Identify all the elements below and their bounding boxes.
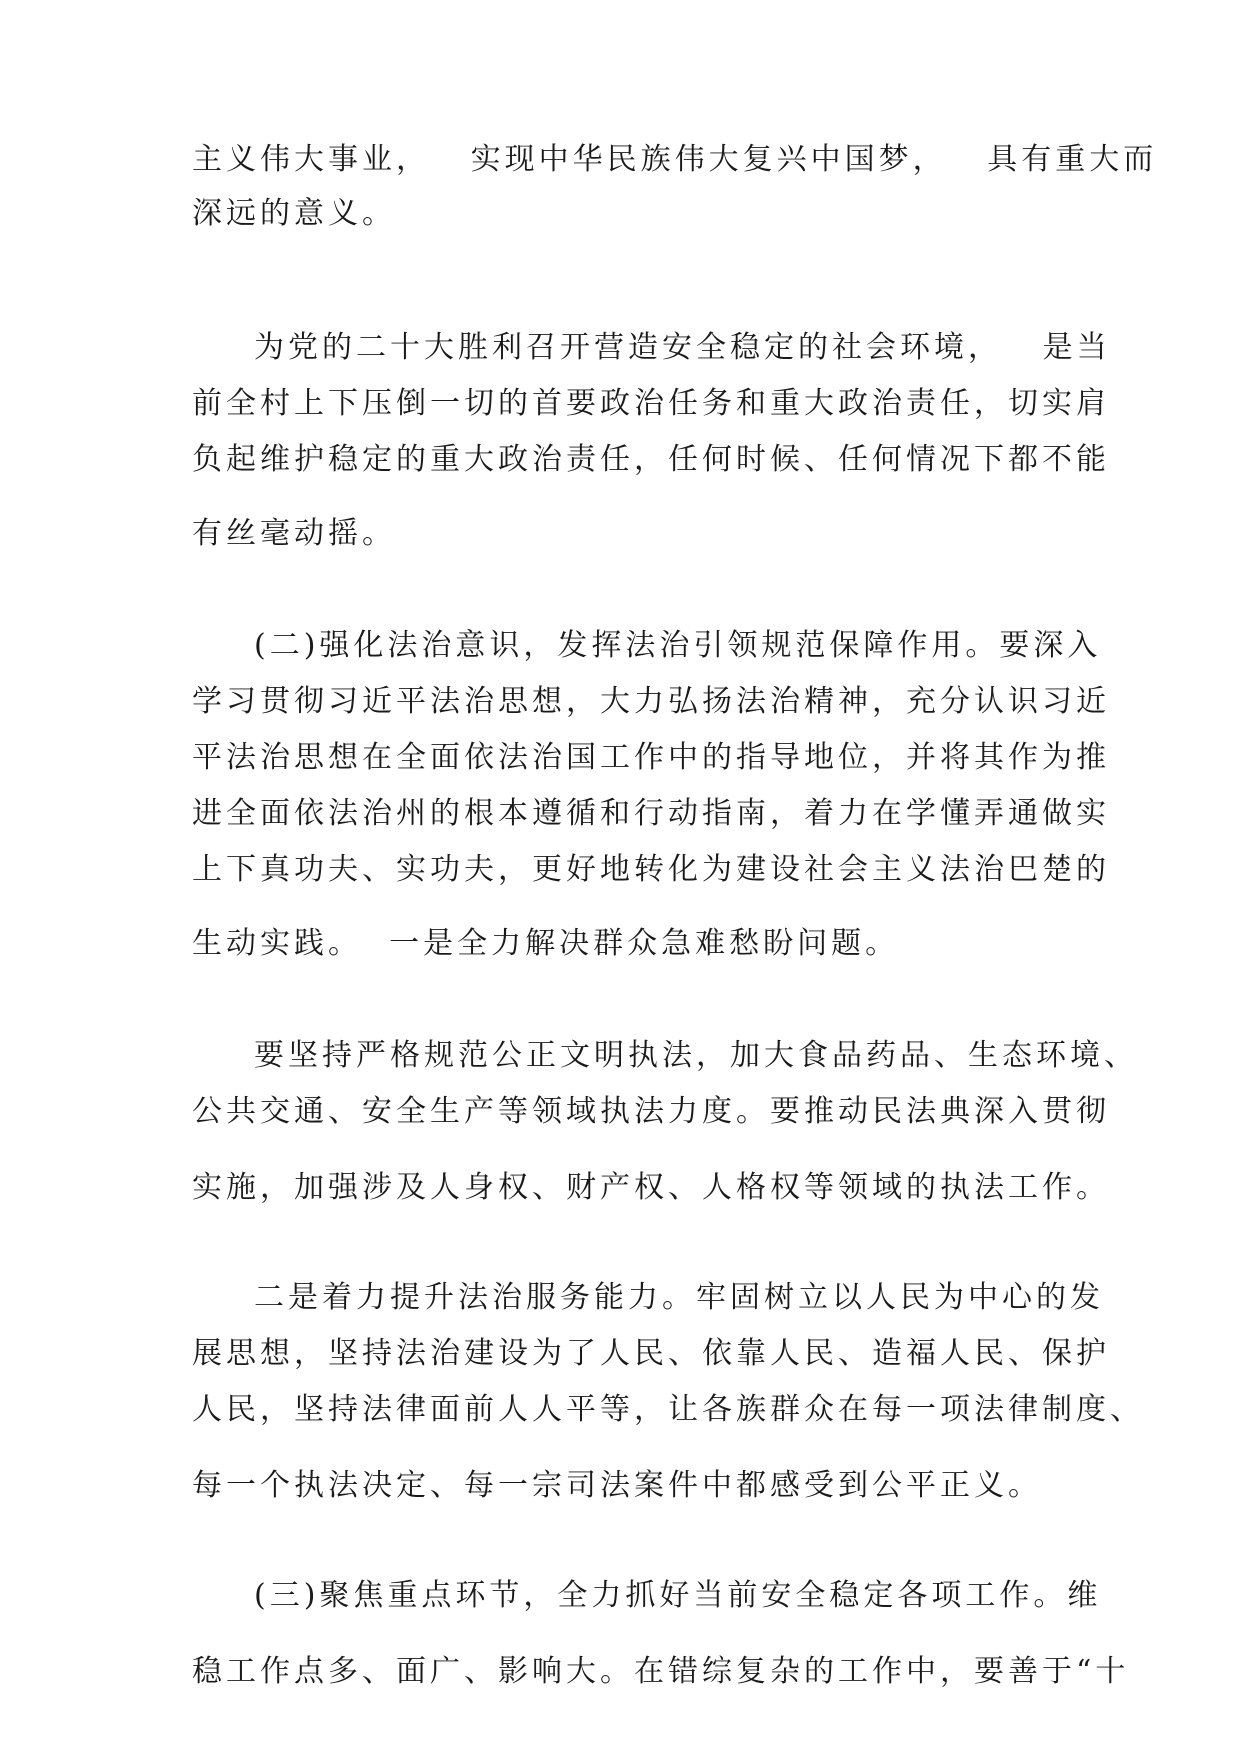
text-line: 二是着力提升法治服务能力。牢固树立以人民为中心的发 xyxy=(254,1280,1104,1315)
text-line: 每一个执法决定、每一宗司法案件中都感受到公平正义。 xyxy=(192,1468,1042,1503)
text-line: 实施，加强涉及人身权、财产权、人格权等领域的执法工作。 xyxy=(192,1170,1110,1205)
text-line: 人民，坚持法律面前人人平等，让各族群众在每一项法律制度、 xyxy=(192,1392,1144,1427)
text-line: 学习贯彻习近平法治思想，大力弘扬法治精神，充分认识习近 xyxy=(192,684,1110,719)
text-line: 前全村上下压倒一切的首要政治任务和重大政治责任，切实肩 xyxy=(192,386,1110,421)
text-line: (三)聚焦重点环节，全力抓好当前安全稳定各项工作。维 xyxy=(254,1578,1102,1613)
text-line: 有丝毫动摇。 xyxy=(192,516,396,551)
text-line: 生动实践。 一是全力解决群众急难愁盼问题。 xyxy=(192,926,900,961)
text-line: 要坚持严格规范公正文明执法，加大食品药品、生态环境、 xyxy=(254,1038,1138,1073)
text-line: 负起维护稳定的重大政治责任，任何时候、任何情况下都不能 xyxy=(192,442,1110,477)
text-line: 进全面依法治州的根本遵循和行动指南，着力在学懂弄通做实 xyxy=(192,796,1110,831)
text-line: 平法治思想在全面依法治国工作中的指导地位，并将其作为推 xyxy=(192,740,1110,775)
text-line: 稳工作点多、面广、影响大。在错综复杂的工作中，要善于“十 xyxy=(192,1654,1130,1689)
text-line: 为党的二十大胜利召开营造安全稳定的社会环境， 是当 xyxy=(254,330,1111,365)
text-line: 展思想，坚持法治建设为了人民、依靠人民、造福人民、保护 xyxy=(192,1336,1110,1371)
text-line: 深远的意义。 xyxy=(192,196,396,231)
text-line: 上下真功夫、实功夫，更好地转化为建设社会主义法治巴楚的 xyxy=(192,852,1110,887)
text-line: (二)强化法治意识，发挥法治引领规范保障作用。要深入 xyxy=(254,628,1102,663)
text-line: 主义伟大事业， 实现中华民族伟大复兴中国梦， 具有重大而 xyxy=(192,142,1158,177)
text-line: 公共交通、安全生产等领域执法力度。要推动民法典深入贯彻 xyxy=(192,1094,1110,1129)
